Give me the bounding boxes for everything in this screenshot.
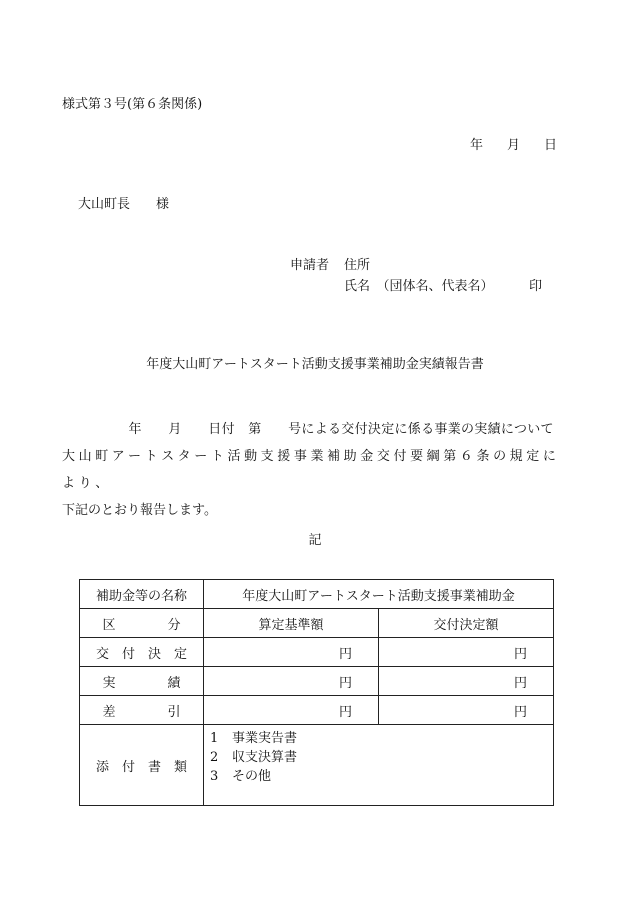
table-row: [80, 667, 554, 696]
table-row: [80, 696, 554, 725]
body-line-2: 大山町アートスタート活動支援事業補助金交付要綱第６条の規定により、: [62, 449, 560, 491]
list-item-number: 3: [210, 769, 219, 784]
date-line: [470, 138, 557, 154]
list-item-number: 1: [210, 731, 219, 746]
ki-heading: 記: [308, 533, 322, 548]
date-month: 月: [507, 138, 521, 153]
row-cell-decision: 円: [379, 667, 554, 696]
document-title: 年度大山町アートスタート活動支援事業補助金実績報告書: [146, 357, 484, 372]
body-paragraph: [62, 416, 570, 524]
list-item-text: その他: [232, 769, 272, 784]
row-label: 実 績: [80, 667, 204, 696]
col-header-decision-amount: 交付決定額: [379, 609, 554, 638]
applicant-address-label: 住所: [344, 258, 371, 273]
attachments-cell: [204, 725, 554, 806]
date-day: 日: [544, 138, 558, 153]
list-item-text: 収支決算書: [232, 750, 298, 765]
list-item: [210, 729, 547, 748]
subsidy-name-value: 年度大山町アートスタート活動支援事業補助金: [204, 580, 554, 609]
date-year: 年: [470, 138, 484, 153]
table-row-name: [80, 580, 554, 609]
body-line-1: 年 月 日付 第 号による交付決定に係る事業の実績について: [62, 422, 554, 437]
applicant-name-label: 氏名 （団体名、代表名）: [344, 279, 494, 294]
row-label: 交 付 決 定: [80, 638, 204, 667]
seal-mark: 印: [529, 279, 543, 294]
row-cell-decision: 円: [379, 638, 554, 667]
list-item: [210, 767, 547, 786]
list-item-text: 事業実告書: [232, 731, 298, 746]
form-number: 様式第３号(第６条関係): [62, 97, 203, 112]
table-row-header: [80, 609, 554, 638]
row-cell-decision: 円: [379, 696, 554, 725]
list-item-number: 2: [210, 750, 219, 765]
row-label: 差 引: [80, 696, 204, 725]
row-cell-base: 円: [204, 638, 379, 667]
category-label: 区 分: [80, 609, 204, 638]
row-cell-base: 円: [204, 667, 379, 696]
table-row: [80, 638, 554, 667]
row-cell-base: 円: [204, 696, 379, 725]
addressee: 大山町長 様: [78, 197, 170, 212]
subsidy-name-label: 補助金等の名称: [80, 580, 204, 609]
list-item: [210, 748, 547, 767]
table-row-attachments: [80, 725, 554, 806]
attachments-list: [210, 725, 547, 786]
summary-table: [79, 579, 554, 806]
col-header-base-amount: 算定基準額: [204, 609, 379, 638]
attachments-label: 添 付 書 類: [80, 725, 204, 806]
applicant-label: 申請者: [290, 258, 330, 273]
body-line-3: 下記のとおり報告します。: [62, 503, 217, 518]
